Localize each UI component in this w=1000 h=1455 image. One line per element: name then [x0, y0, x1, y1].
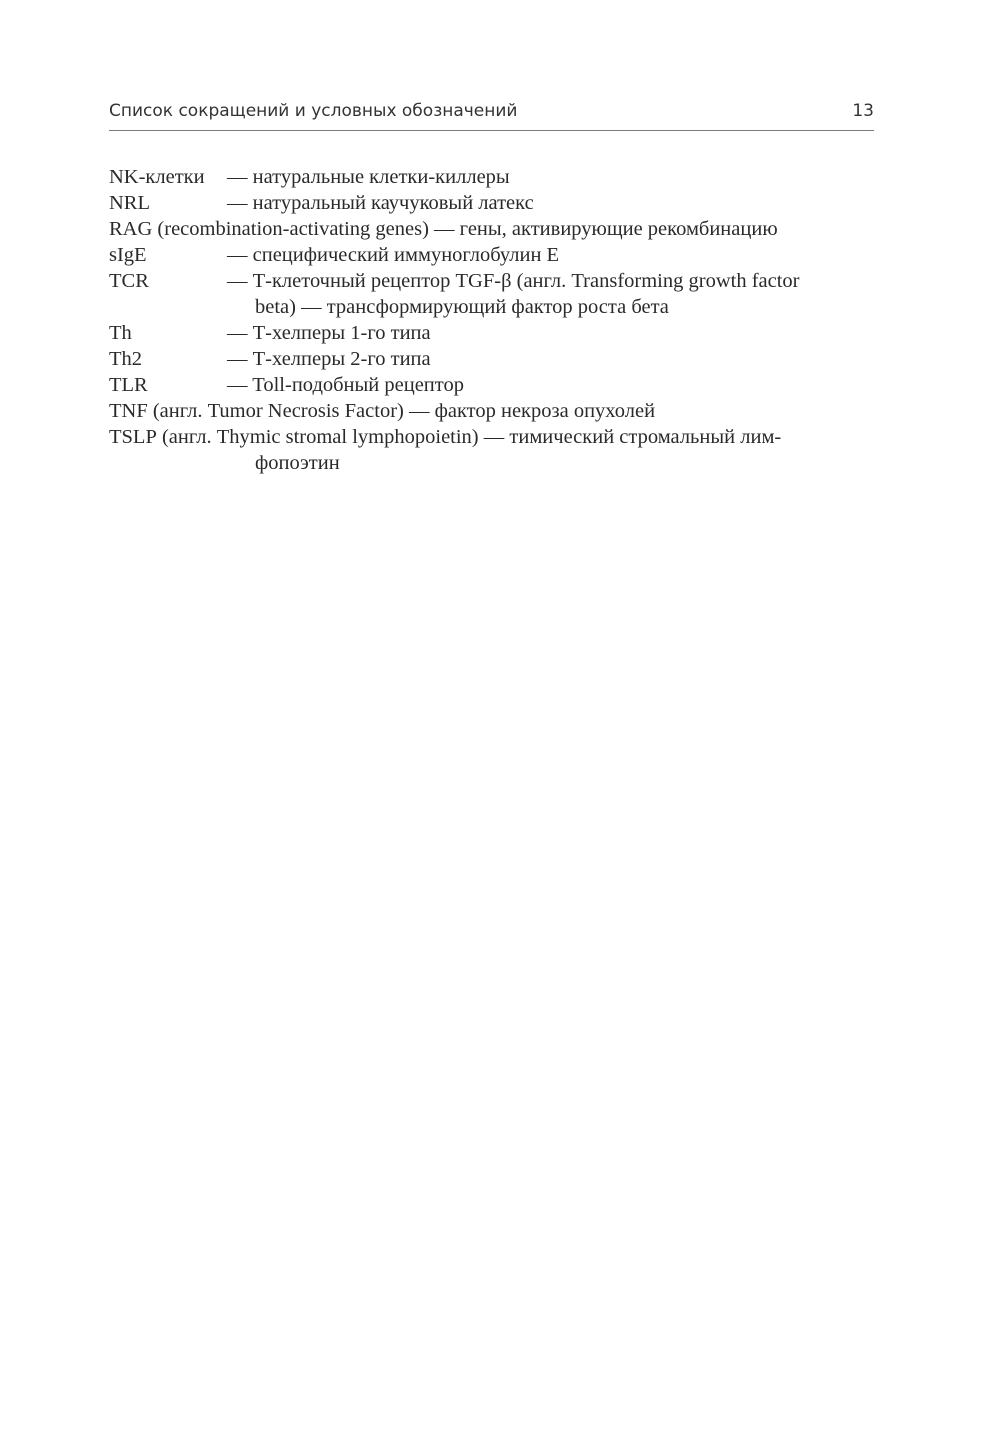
abbreviation-definition: — Т-хелперы 1-го типа — [227, 322, 431, 344]
abbreviation-definition: (англ. Tumor Necrosis Factor) — фактор некроза опухолей — [152, 400, 656, 422]
abbreviation-definition: (recombination-activating genes) — гены, активирующие рекомбинацию — [157, 218, 778, 240]
abbreviation-term: TCR — [109, 270, 149, 292]
abbreviation-term: Th2 — [109, 348, 143, 370]
abbreviation-term: TSLP — [109, 426, 157, 448]
abbreviation-entry — [109, 346, 874, 372]
abbreviation-definition-continuation: beta) — трансформирующий фактор роста бета — [255, 296, 669, 318]
abbreviation-entry — [109, 216, 874, 242]
abbreviation-entry — [109, 164, 874, 190]
abbreviation-entry — [109, 320, 874, 346]
abbreviation-definition: — Т-клеточный рецептор TGF-β (англ. Transforming growth factor — [227, 270, 800, 292]
abbreviation-term: NK-клетки — [109, 166, 205, 188]
abbreviation-definition: — Т-хелперы 2-го типа — [227, 348, 431, 370]
header-rule — [109, 130, 874, 131]
page-number: 13 — [852, 101, 874, 121]
abbreviation-entry — [109, 372, 874, 398]
abbreviation-term: Th — [109, 322, 132, 344]
abbreviation-entry — [109, 424, 874, 476]
abbreviation-entry — [109, 398, 874, 424]
abbreviation-definition: (англ. Thymic stromal lymphopoietin) — тимический стромальный лим- — [161, 426, 782, 448]
running-head-title: Список сокращений и условных обозначений — [109, 101, 518, 121]
abbreviation-term: TNF — [109, 400, 148, 422]
abbreviation-list — [109, 164, 874, 476]
abbreviation-entry — [109, 190, 874, 216]
running-head — [109, 99, 874, 127]
abbreviation-term: sIgE — [109, 244, 147, 266]
abbreviation-term: NRL — [109, 192, 150, 214]
abbreviation-definition: — натуральные клетки-киллеры — [227, 166, 510, 188]
abbreviation-definition: — Toll-подобный рецептор — [227, 374, 464, 396]
abbreviation-entry — [109, 242, 874, 268]
abbreviation-definition: — натуральный каучуковый латекс — [227, 192, 534, 214]
abbreviation-definition-continuation: фопоэтин — [255, 452, 340, 474]
abbreviation-entry — [109, 268, 874, 320]
abbreviation-definition: — специфический иммуноглобулин Е — [227, 244, 560, 266]
abbreviation-term: TLR — [109, 374, 148, 396]
abbreviation-term: RAG — [109, 218, 153, 240]
